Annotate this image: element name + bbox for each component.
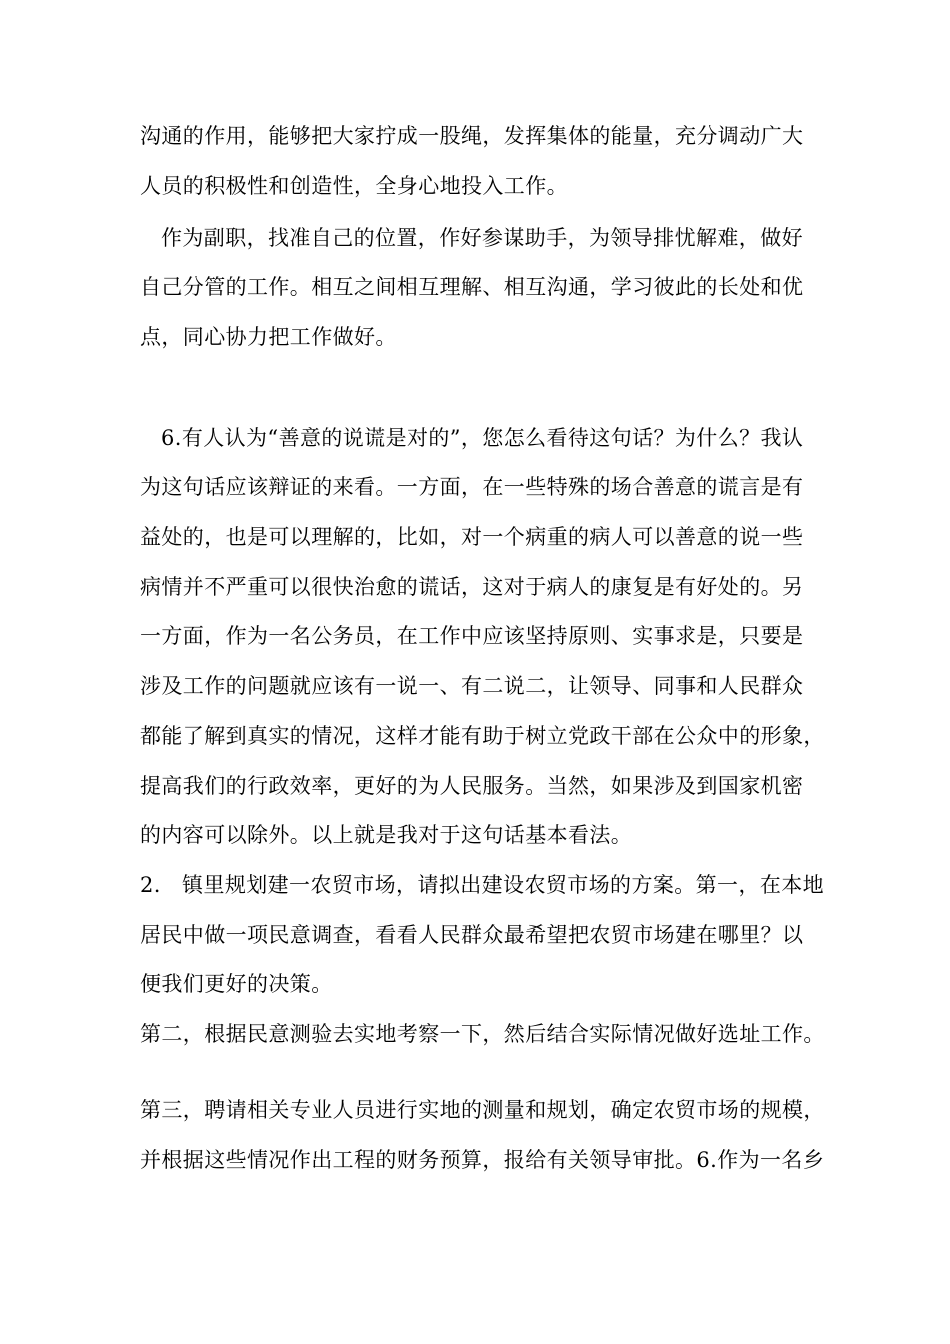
question-2-first-line: 2. 镇里规划建一农贸市场，请拟出建设农贸市场的方案。第一，在本地 (140, 873, 825, 897)
question-6-first-line: 6.有人认为“善意的说谎是对的”，您怎么看待这句话？为什么？我认 (161, 426, 804, 450)
text-line: 第二，根据民意测验去实地考察一下，然后结合实际情况做好选址工作。 (140, 1022, 825, 1046)
text-line: 第三，聘请相关专业人员进行实地的测量和规划，确定农贸市场的规模， (140, 1098, 825, 1122)
text-line: 一方面，作为一名公务员，在工作中应该坚持原则、实事求是，只要是 (140, 624, 804, 648)
text-line: 点，同心协力把工作做好。 (140, 325, 397, 349)
text-line: 的内容可以除外。以上就是我对于这句话基本看法。 (140, 823, 633, 847)
text-line: 并根据这些情况作出工程的财务预算，报给有关领导审批。6.作为一名乡 (140, 1148, 825, 1172)
text-line: 病情并不严重可以很快治愈的谎话，这对于病人的康复是有好处的。另 (140, 575, 804, 599)
text-line: 涉及工作的问题就应该有一说一、有二说二，让领导、同事和人民群众 (140, 674, 804, 698)
text-line: 人员的积极性和创造性，全身心地投入工作。 (140, 174, 568, 198)
text-line: 都能了解到真实的情况，这样才能有助于树立党政干部在公众中的形象， (140, 724, 825, 748)
text-line: 居民中做一项民意调查，看看人民群众最希望把农贸市场建在哪里？以 (140, 923, 804, 947)
text-line: 自己分管的工作。相互之间相互理解、相互沟通，学习彼此的长处和优 (140, 275, 804, 299)
text-line: 为这句话应该辩证的来看。一方面，在一些特殊的场合善意的谎言是有 (140, 475, 804, 499)
text-line: 益处的，也是可以理解的，比如，对一个病重的病人可以善意的说一些 (140, 525, 804, 549)
text-line: 沟通的作用，能够把大家拧成一股绳，发挥集体的能量，充分调动广大 (140, 124, 804, 148)
text-line: 提高我们的行政效率，更好的为人民服务。当然，如果涉及到国家机密 (140, 774, 804, 798)
text-line: 便我们更好的决策。 (140, 972, 333, 996)
paragraph-first-line: 作为副职，找准自己的位置，作好参谋助手，为领导排忧解难，做好 (161, 226, 803, 250)
